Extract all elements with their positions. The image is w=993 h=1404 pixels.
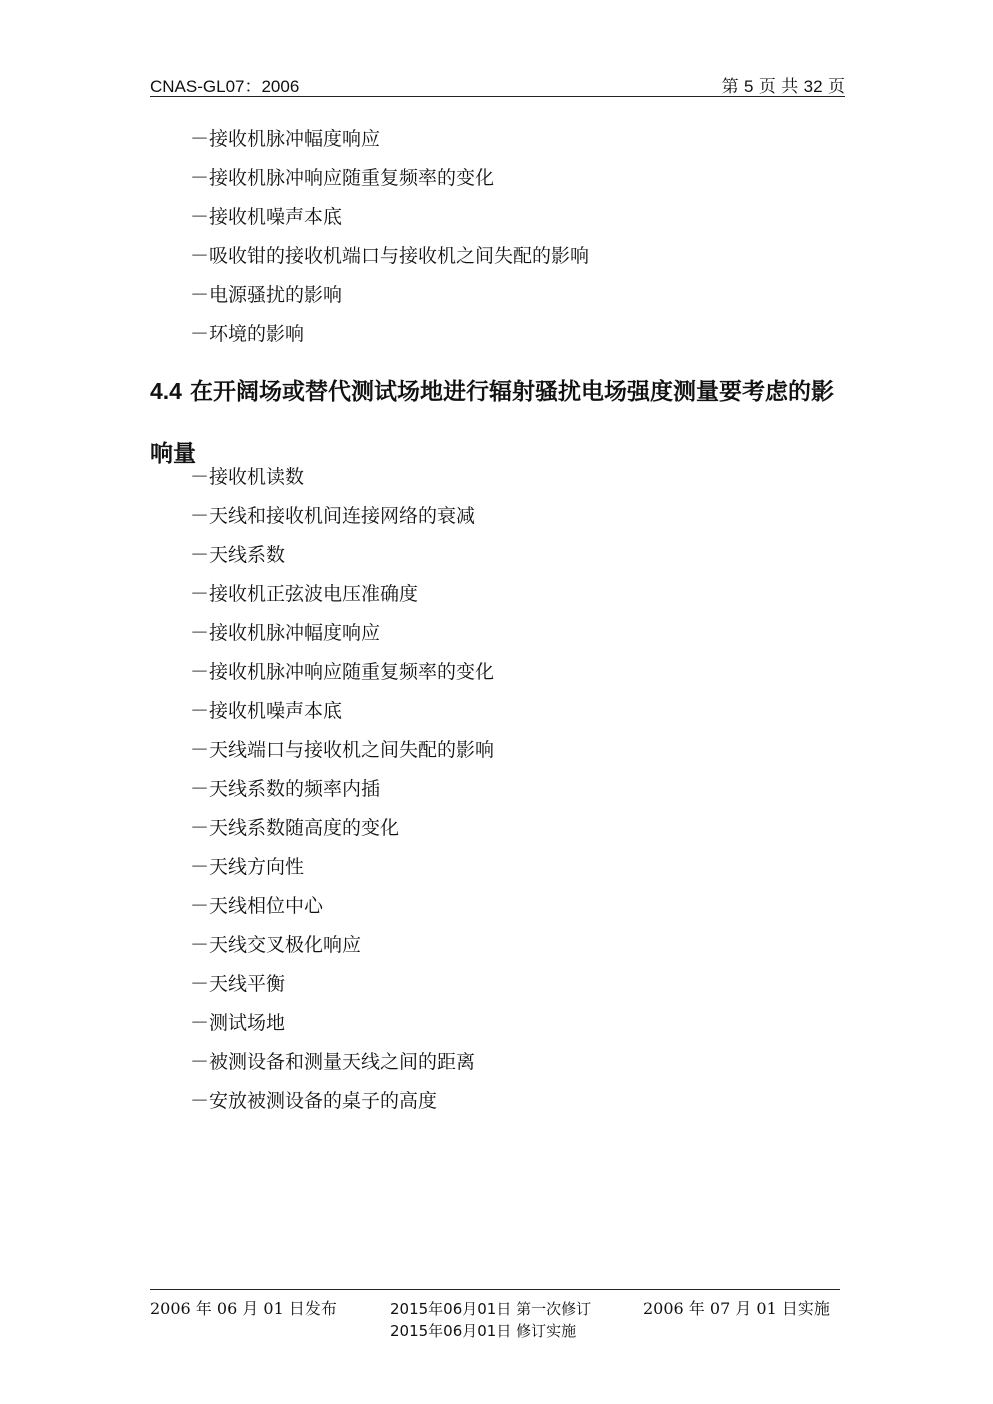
footer-divider — [150, 1289, 840, 1290]
section-title: 在开阔场或替代测试场地进行辐射骚扰电场强度测量要考虑的影响量 — [150, 379, 834, 467]
page-suffix: 页 — [822, 77, 845, 97]
list-item: －天线和接收机间连接网络的衰减 — [190, 505, 476, 527]
list-item: －接收机读数 — [190, 466, 305, 488]
list-item: －天线系数 — [190, 544, 286, 566]
list-item: －接收机脉冲幅度响应 — [190, 622, 381, 644]
list-item: －测试场地 — [190, 1012, 286, 1034]
page-middle: 页 共 — [753, 77, 804, 97]
list-item: －接收机噪声本底 — [190, 700, 343, 722]
effective-date: 2006 年 07 月 01 日实施 — [643, 1299, 830, 1318]
revision-date: 2015年06月01日 第一次修订 — [390, 1300, 592, 1318]
list-item: －天线交叉极化响应 — [190, 934, 362, 956]
list-item: －天线相位中心 — [190, 895, 324, 917]
revision-effective-date: 2015年06月01日 修订实施 — [390, 1322, 577, 1340]
list-item: －天线系数的频率内插 — [190, 778, 381, 800]
list-item: －接收机噪声本底 — [190, 206, 343, 228]
list-item: －环境的影响 — [190, 323, 305, 345]
list-item: －天线方向性 — [190, 856, 305, 878]
list-item: －天线平衡 — [190, 973, 286, 995]
page-total: 32 — [803, 77, 823, 96]
list-item: －天线端口与接收机之间失配的影响 — [190, 739, 495, 761]
list-item: －被测设备和测量天线之间的距离 — [190, 1051, 476, 1073]
list-item: －吸收钳的接收机端口与接收机之间失配的影响 — [190, 245, 590, 267]
influence-list — [190, 458, 494, 1121]
influence-list-continued — [190, 120, 589, 354]
page-number — [722, 72, 845, 97]
list-item: －接收机脉冲幅度响应 — [190, 128, 381, 150]
revision-info — [390, 1298, 591, 1342]
document-id: CNAS-GL07：2006 — [150, 77, 300, 96]
page-prefix: 第 — [721, 77, 744, 97]
page-header — [150, 70, 845, 97]
section-number: 4.4 — [150, 378, 182, 404]
list-item: －接收机正弦波电压准确度 — [190, 583, 419, 605]
page-current: 5 — [743, 77, 754, 96]
list-item: －天线系数随高度的变化 — [190, 817, 400, 839]
list-item: －电源骚扰的影响 — [190, 284, 343, 306]
list-item: －接收机脉冲响应随重复频率的变化 — [190, 167, 495, 189]
publish-date: 2006 年 06 月 01 日发布 — [150, 1299, 337, 1318]
list-item: －安放被测设备的桌子的高度 — [190, 1090, 438, 1112]
list-item: －接收机脉冲响应随重复频率的变化 — [190, 661, 495, 683]
